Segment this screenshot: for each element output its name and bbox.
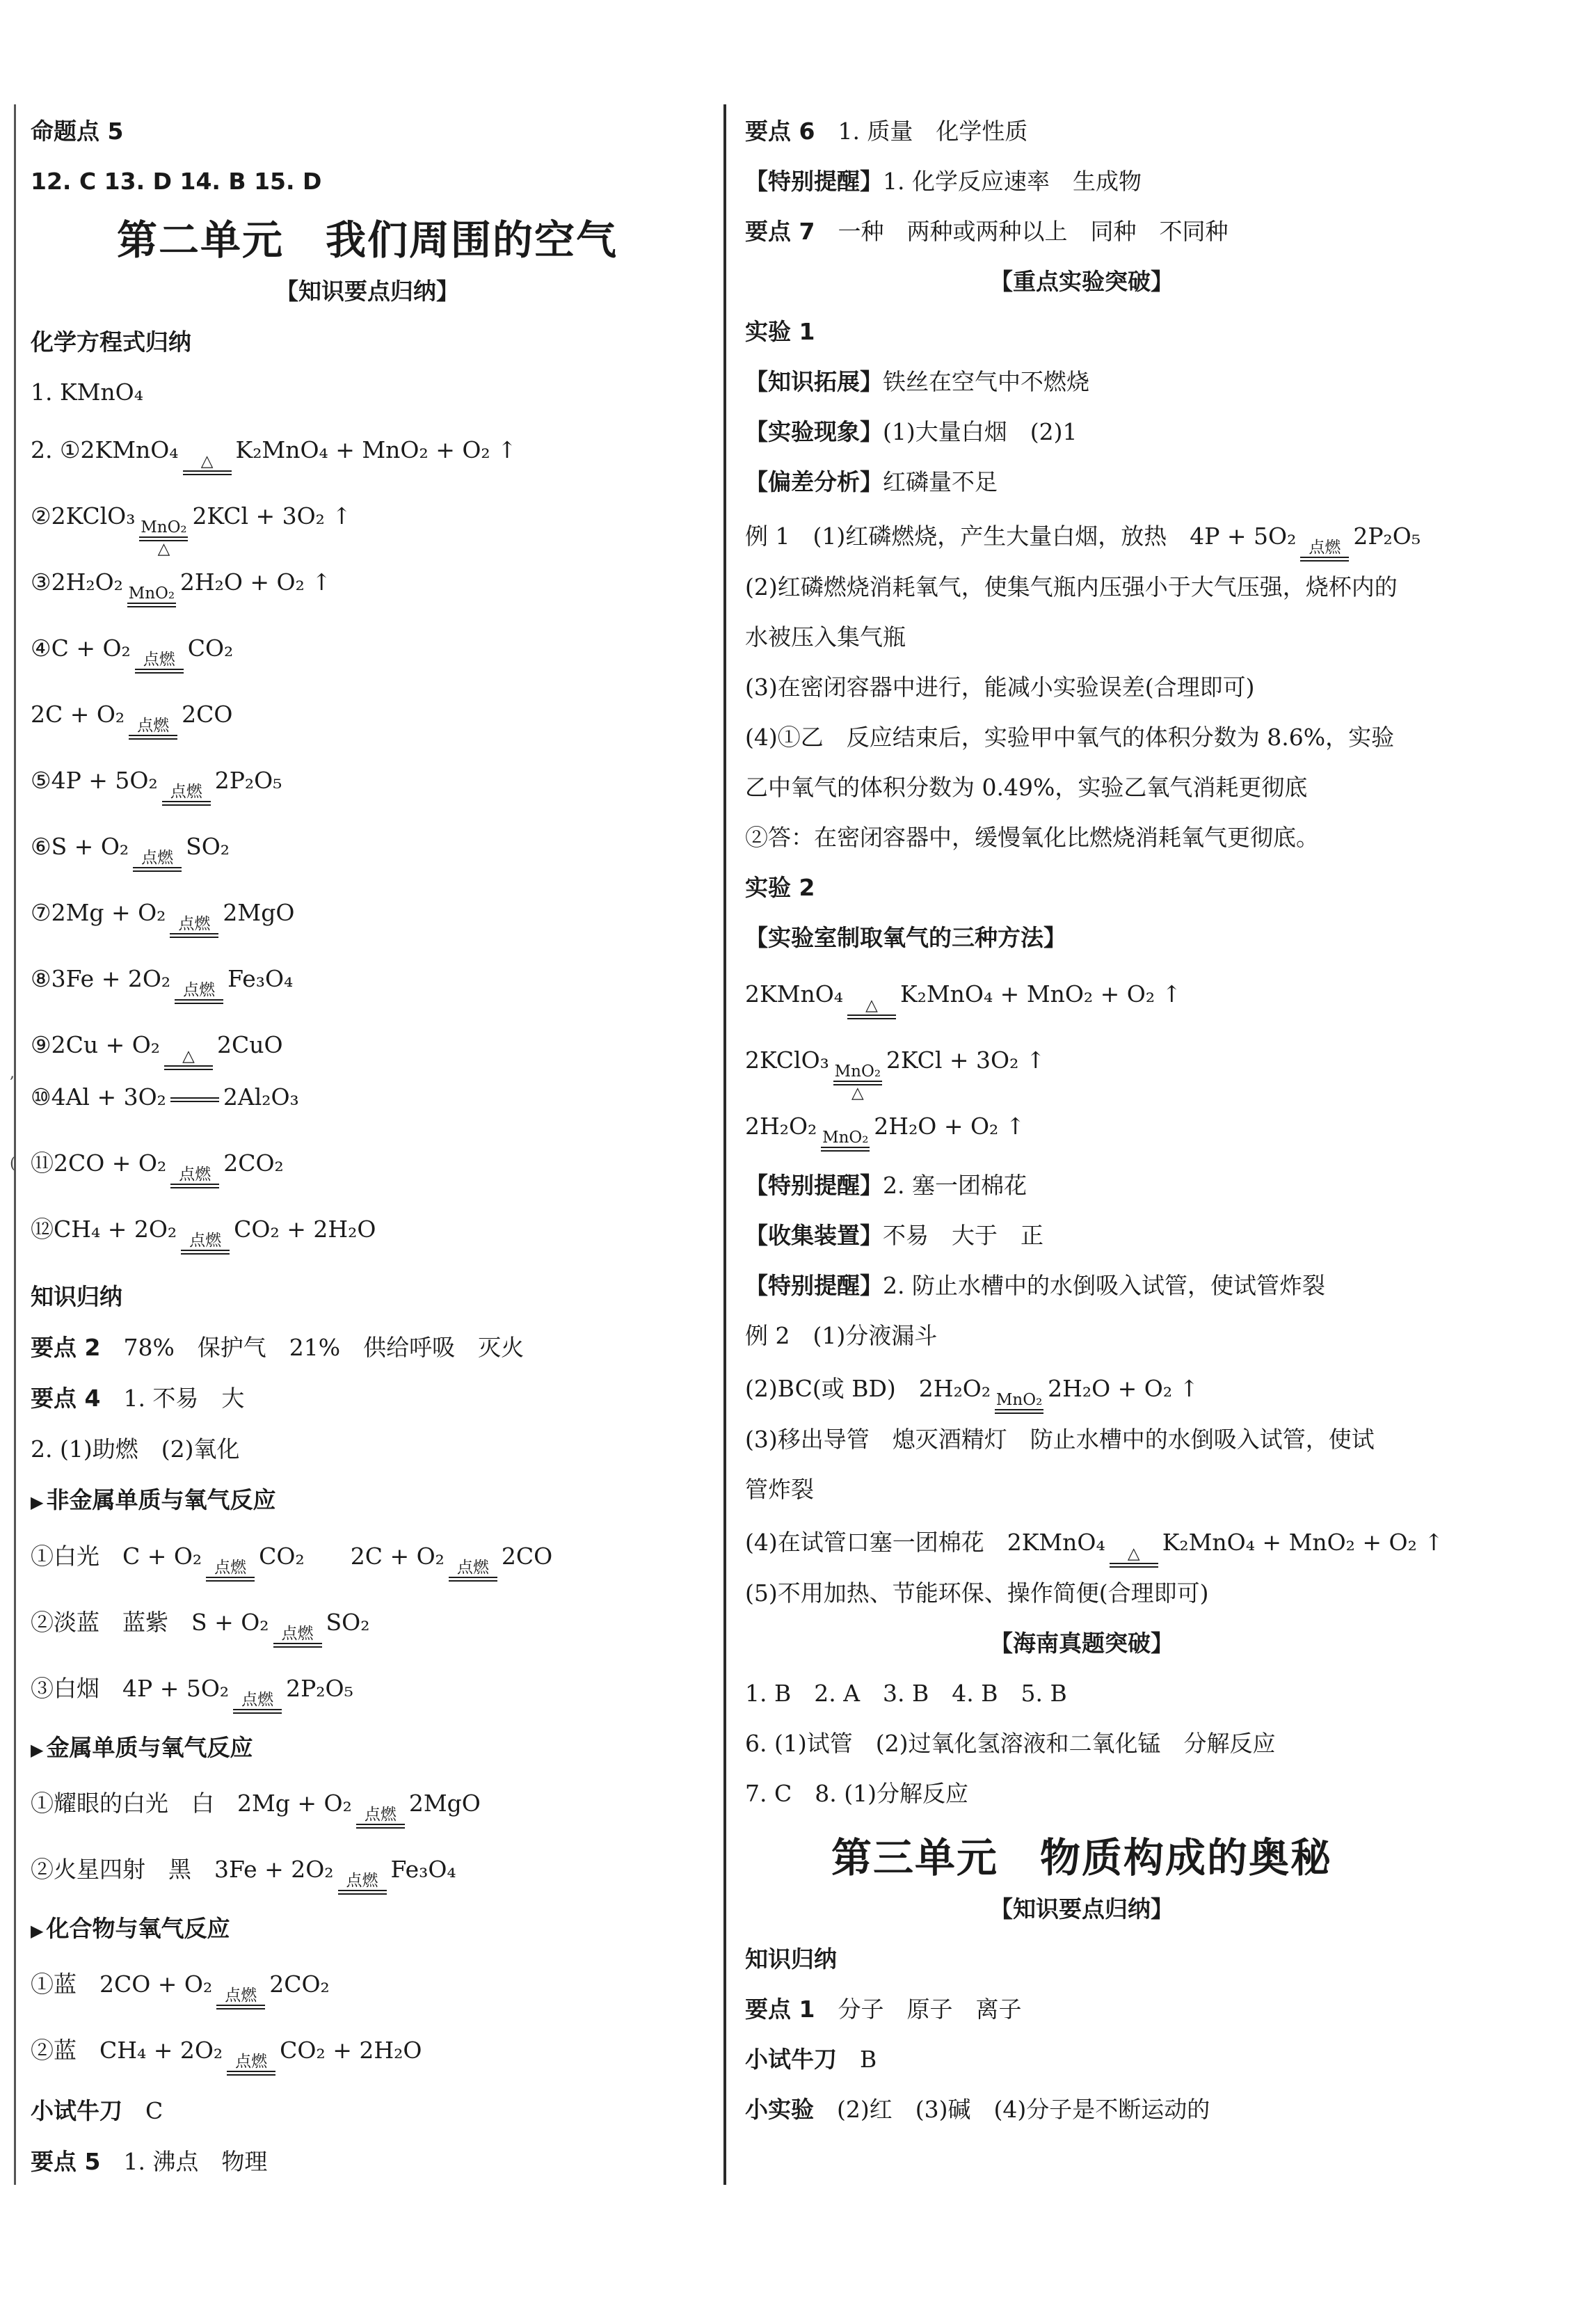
section-header: 【重点实验突破】 — [990, 268, 1174, 295]
example-line: 乙中氧气的体积分数为 0.49%，实验乙氧气消耗更彻底 — [745, 774, 1308, 801]
section-header: 【知识要点归纳】 — [275, 278, 459, 305]
triangle-bullet-icon: ▶ — [31, 1493, 44, 1512]
equation: ②2KClO₃ MnO₂ △ 2KCl + 3O₂ ↑ — [31, 502, 352, 558]
special-reminder-3: 【特别提醒】2. 防止水槽中的水倒吸入试管，使试管炸裂 — [745, 1272, 1325, 1299]
equation: 2KMnO₄ △ K₂MnO₄ + MnO₂ + O₂ ↑ — [745, 978, 1181, 1036]
key-point-2: 要点 2 78% 保护气 21% 供给呼吸 灭火 — [31, 1334, 525, 1361]
unit3-quick-test: 小试牛刀 B — [745, 2046, 877, 2073]
example-line: ②答：在密闭容器中，缓慢氧化比燃烧消耗氧气更彻底。 — [745, 824, 1319, 851]
section-header: 【海南真题突破】 — [990, 1630, 1174, 1657]
triangle-bullet-icon: ▶ — [31, 1921, 44, 1941]
experiment-2: 实验 2 — [745, 874, 815, 901]
example-2-line: (5)不用加热、节能环保、操作简便(合理即可) — [745, 1579, 1209, 1607]
quick-test: 小试牛刀 C — [31, 2097, 163, 2124]
equation: ④C + O₂ 点燃 CO₂ — [31, 632, 233, 690]
equation: ⑨2Cu + O₂ △ 2CuO — [31, 1028, 283, 1087]
example-1: 例 1 (1)红磷燃烧，产生大量白烟，放热 4P + 5O₂ 点燃 2P₂O₅ — [745, 520, 1421, 578]
knowledge-extension: 【知识拓展】铁丝在空气中不燃烧 — [745, 368, 1089, 395]
equation: ②淡蓝 蓝紫 S + O₂ 点燃 SO₂ — [31, 1606, 369, 1664]
example-2-line: 例 2 (1)分液漏斗 — [745, 1322, 938, 1349]
special-reminder-1: 【特别提醒】1. 化学反应速率 生成物 — [745, 168, 1142, 195]
key-point-6: 要点 6 1. 质量 化学性质 — [745, 118, 1028, 145]
three-methods-heading: 【实验室制取氧气的三种方法】 — [745, 924, 1066, 951]
equation: 2KClO₃ MnO₂ △ 2KCl + 3O₂ ↑ — [745, 1046, 1046, 1102]
example-2-line: 管炸裂 — [745, 1476, 814, 1503]
example-line: (2)红磷燃烧消耗氧气，使集气瓶内压强小于大气压强，烧杯内的 — [745, 573, 1398, 600]
item-1: 1. KMnO₄ — [31, 379, 143, 406]
column-divider — [723, 104, 726, 2185]
experiment-1: 实验 1 — [745, 318, 815, 345]
key-point-4-2: 2. (1)助燃 (2)氧化 — [31, 1435, 240, 1463]
hainan-answers: 1. B 2. A 3. B 4. B 5. B — [745, 1680, 1067, 1707]
special-reminder-2: 【特别提醒】2. 塞一团棉花 — [745, 1172, 1027, 1199]
equation: ⑥S + O₂ 点燃 SO₂ — [31, 830, 230, 889]
equation: ⑫CH₄ + 2O₂ 点燃 CO₂ + 2H₂O — [31, 1213, 376, 1271]
equation: ⑤4P + 5O₂ 点燃 2P₂O₅ — [31, 764, 282, 822]
equation: ②火星四射 黑 3Fe + 2O₂ 点燃 Fe₃O₄ — [31, 1853, 456, 1911]
unit3-key-point-1: 要点 1 分子 原子 离子 — [745, 1996, 1022, 2023]
equation: 2H₂O₂ MnO₂ 2H₂O + O₂ ↑ — [745, 1110, 1025, 1168]
example-line: 水被压入集气瓶 — [745, 623, 906, 651]
small-experiment: 小实验 (2)红 (3)碱 (4)分子是不断运动的 — [745, 2096, 1210, 2123]
key-point-7: 要点 7 一种 两种或两种以上 同种 不同种 — [745, 218, 1229, 245]
example-line: (4)①乙 反应结束后，实验甲中氧气的体积分数为 8.6%，实验 — [745, 724, 1395, 751]
equation: ②蓝 CH₄ + 2O₂ 点燃 CO₂ + 2H₂O — [31, 2034, 422, 2092]
unit-title: 第三单元 物质构成的奥秘 — [831, 1834, 1332, 1881]
deviation-analysis: 【偏差分析】红磷量不足 — [745, 468, 998, 495]
knowledge-heading: 知识归纳 — [745, 1945, 837, 1973]
answers-line: 12. C 13. D 14. B 15. D — [31, 168, 322, 195]
margin-mark: ( — [10, 1155, 16, 1172]
equation: ⑩4Al + 3O₂ 2Al₂O₃ — [31, 1083, 299, 1111]
equation: (4)在试管口塞一团棉花 2KMnO₄ △ K₂MnO₄ + MnO₂ + O₂ ↑ — [745, 1526, 1443, 1584]
equation: ⑦2Mg + O₂ 点燃 2MgO — [31, 896, 294, 955]
margin-mark: , — [10, 1065, 15, 1082]
equation: 2C + O₂ 点燃 2CO — [31, 698, 232, 756]
hainan-answers: 6. (1)试管 (2)过氧化氢溶液和二氧化锰 分解反应 — [745, 1730, 1276, 1757]
equation: ⑧3Fe + 2O₂ 点燃 Fe₃O₄ — [31, 962, 293, 1021]
equations-heading: 化学方程式归纳 — [31, 328, 191, 356]
equation: ③2H₂O₂ MnO₂ 2H₂O + O₂ ↑ — [31, 566, 331, 624]
example-2-line: (3)移出导管 熄灭酒精灯 防止水槽中的水倒吸入试管，使试 — [745, 1426, 1375, 1453]
hainan-answers: 7. C 8. (1)分解反应 — [745, 1780, 968, 1807]
left-margin-rule — [14, 104, 16, 2185]
mingtidian-heading: 命题点 5 — [31, 118, 124, 145]
equation: ①耀眼的白光 白 2Mg + O₂ 点燃 2MgO — [31, 1787, 481, 1845]
key-point-4: 要点 4 1. 不易 大 — [31, 1385, 245, 1412]
key-point-5: 要点 5 1. 沸点 物理 — [31, 2148, 268, 2175]
subheading-nonmetal: ▶ 非金属单质与氧气反应 — [31, 1486, 276, 1513]
equation: ③白烟 4P + 5O₂ 点燃 2P₂O₅ — [31, 1672, 353, 1730]
collection-device: 【收集装置】不易 大于 正 — [745, 1222, 1043, 1249]
section-header: 【知识要点归纳】 — [990, 1895, 1174, 1923]
equation: ①白光 C + O₂ 点燃 CO₂ 2C + O₂ 点燃 2CO — [31, 1540, 552, 1598]
unit-title: 第二单元 我们周围的空气 — [116, 216, 618, 264]
knowledge-heading: 知识归纳 — [31, 1283, 122, 1310]
subheading-compound: ▶ 化合物与氧气反应 — [31, 1915, 230, 1942]
experiment-phenomenon: 【实验现象】(1)大量白烟 (2)1 — [745, 418, 1078, 445]
subheading-metal: ▶ 金属单质与氧气反应 — [31, 1734, 253, 1761]
equation: 2. ①2KMnO₄ △ K₂MnO₄ + MnO₂ + O₂ ↑ — [31, 433, 517, 492]
equation: ①蓝 2CO + O₂ 点燃 2CO₂ — [31, 1968, 330, 2026]
equation: ⑪2CO + O₂ 点燃 2CO₂ — [31, 1147, 284, 1205]
example-line: (3)在密闭容器中进行，能减小实验误差(合理即可) — [745, 674, 1255, 701]
equation: (2)BC(或 BD) 2H₂O₂ MnO₂ 2H₂O + O₂ ↑ — [745, 1372, 1199, 1431]
triangle-bullet-icon: ▶ — [31, 1740, 44, 1760]
